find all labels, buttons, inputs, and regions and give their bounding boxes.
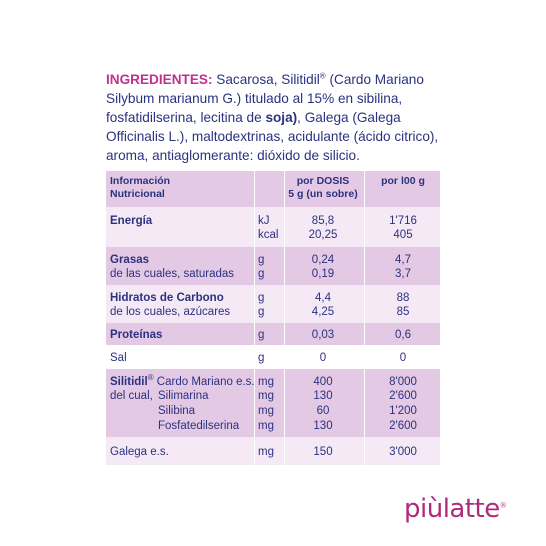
salt-unit: g	[258, 352, 265, 364]
salt-label: Sal	[110, 352, 127, 364]
header-dose-line1: por DOSIS	[296, 175, 350, 187]
energy-dose-kj: 85,8	[311, 215, 335, 227]
silimarina-dose: 130	[313, 390, 333, 402]
carbs-sugars-label: de los cuales, azúcares	[110, 306, 231, 318]
ingredients-text-3: , Galega (Galega Officinalis L.), maltodextrinas, acidulante (ácido citrico), aroma, antiaglomerante: dióxido de silicio.	[106, 110, 439, 163]
silitidil-label	[110, 375, 255, 389]
protein-unit: g	[258, 329, 265, 341]
silitidil-registered-mark: ®	[147, 373, 154, 383]
galega-unit: mg	[258, 446, 274, 458]
carbs-label: Hidratos de Carbono	[110, 292, 224, 304]
col-divider-3	[364, 171, 365, 465]
energy-unit-kcal: kcal	[258, 229, 279, 241]
ingredients-heading: INGREDIENTES:	[106, 72, 213, 87]
fat-label: Grasas	[110, 254, 150, 266]
carbs-sugars-per100: 85	[396, 306, 410, 318]
galega-label: Galega e.s.	[110, 446, 169, 458]
fosfatedilserina-dose: 130	[313, 420, 333, 432]
energy-unit-kj: kJ	[258, 215, 270, 227]
header-dose-line2: 5 g (un sobre)	[288, 188, 358, 200]
ingredients-text-1: Sacarosa, Silitidil	[212, 72, 320, 87]
fat-saturated-unit: g	[258, 268, 265, 280]
energy-label: Energía	[110, 215, 153, 227]
protein-per100: 0,6	[395, 329, 411, 341]
silimarina-label: Silimarina	[158, 390, 209, 402]
salt-per100: 0	[399, 352, 407, 364]
silitidil-name: Silitidil	[110, 376, 148, 388]
silibina-per100: 1'200	[389, 405, 417, 417]
carbs-per100: 88	[396, 292, 410, 304]
fosfatedilserina-per100: 2'600	[389, 420, 417, 432]
logo-text: piùlatte	[404, 494, 500, 524]
silitidil-sub-prefix: del cual,	[110, 390, 153, 402]
silitidil-per100: 8'000	[389, 376, 417, 388]
logo-registered-mark: ®	[499, 501, 507, 510]
ingredients-allergen: soja)	[265, 110, 298, 125]
silimarina-per100: 2'600	[389, 390, 417, 402]
fosfatedilserina-label: Fosfatedilserina	[158, 420, 240, 432]
fat-saturated-label: de las cuales, saturadas	[110, 268, 235, 280]
energy-per100-kcal: 405	[393, 229, 413, 241]
fosfatedilserina-unit: mg	[258, 420, 274, 432]
carbs-dose: 4,4	[315, 292, 331, 304]
salt-dose: 0	[319, 352, 327, 364]
fat-saturated-dose: 0,19	[311, 268, 335, 280]
silibina-unit: mg	[258, 405, 274, 417]
galega-dose: 150	[313, 446, 333, 458]
silibina-dose: 60	[316, 405, 330, 417]
fat-dose: 0,24	[311, 254, 335, 266]
protein-dose: 0,03	[311, 329, 335, 341]
fat-unit: g	[258, 254, 265, 266]
silitidil-dose: 400	[313, 376, 333, 388]
header-info-line2: Nutricional	[110, 188, 165, 200]
header-per100: por l00 g	[381, 175, 425, 187]
silitidil-unit: mg	[258, 376, 274, 388]
ingredients-paragraph	[106, 70, 446, 165]
protein-label: Proteínas	[110, 329, 163, 341]
fat-saturated-per100: 3,7	[395, 268, 411, 280]
silimarina-unit: mg	[258, 390, 274, 402]
carbs-sugars-unit: g	[258, 306, 265, 318]
silibina-label: Silibina	[158, 405, 196, 417]
carbs-unit: g	[258, 292, 265, 304]
fat-per100: 4,7	[395, 254, 411, 266]
ingredients-text-2: (Cardo Mariano Silybum marianum G.) titulado al 15% en sibilina, fosfatidilserina, lecitina de	[106, 72, 424, 125]
header-info-line1: Información	[110, 175, 171, 187]
silitidil-name-rest: Cardo Mariano e.s.	[153, 376, 255, 388]
energy-per100-kj: 1'716	[389, 215, 417, 227]
registered-mark: ®	[319, 71, 326, 81]
galega-per100: 3'000	[389, 446, 417, 458]
piulatte-logo	[404, 494, 506, 524]
carbs-sugars-dose: 4,25	[311, 306, 335, 318]
col-divider-1	[254, 171, 255, 465]
energy-dose-kcal: 20,25	[308, 229, 338, 241]
